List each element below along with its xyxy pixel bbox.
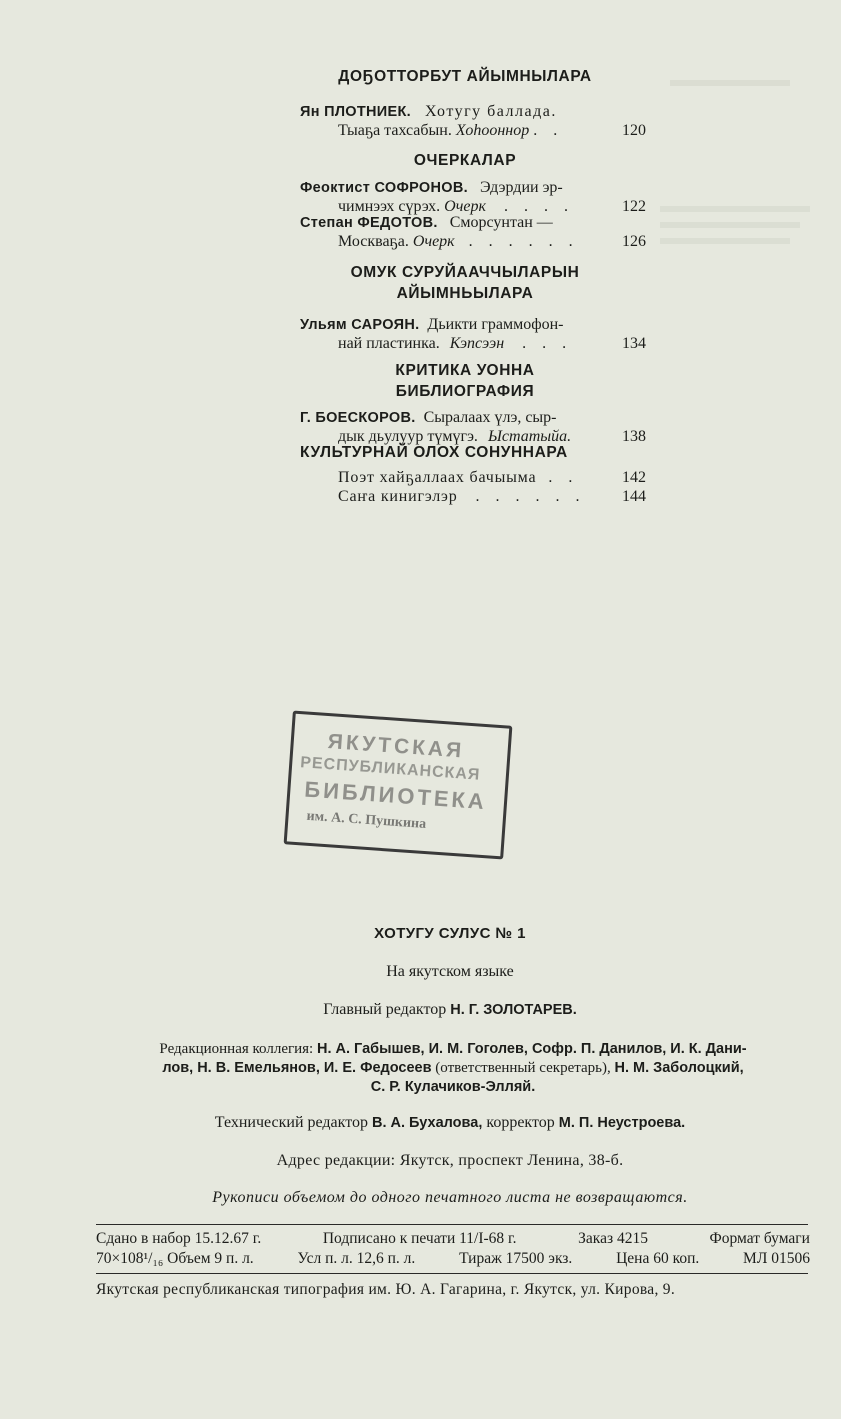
print-run: Тираж 17500 экз. <box>459 1250 573 1267</box>
toc-entry <box>300 315 646 353</box>
toc-genre: Ыстатыйа. <box>487 428 572 445</box>
section-heading-line: ОМУК СУРУЙААЧЧЫЛАРЫН <box>350 264 580 281</box>
section-heading-line: КУЛЬТУРНАЙ ОЛОХ СОНУННАРА <box>300 444 568 461</box>
board-members: лов, Н. В. Емельянов, И. Е. Федосеев <box>162 1060 432 1076</box>
toc-title: Сыралаах үлэ, сыр- <box>423 409 557 426</box>
section-heading <box>290 150 640 171</box>
toc-genre: Очерк <box>444 198 486 215</box>
license-number: МЛ 01506 <box>743 1250 810 1267</box>
toc-genre: Очерк <box>412 233 455 250</box>
section-heading-line: ОЧЕРКАЛАР <box>413 152 517 169</box>
toc-genre: Хоһооннор <box>455 122 530 139</box>
section-heading <box>290 262 640 304</box>
board-members: Н. А. Габышев, И. М. Гоголев, Софр. П. Данилов, И. К. Дани- <box>316 1041 747 1057</box>
toc-entry <box>300 468 646 506</box>
toc-page-number: 142 <box>622 469 646 486</box>
toc-author: Степан ФЕДОТОВ. <box>300 215 438 231</box>
language-note: На якутском языке <box>386 963 514 980</box>
toc-dots: . . . <box>522 335 573 352</box>
corrector-name: М. П. Неустроева. <box>558 1115 686 1131</box>
toc-dots: . . . . . . <box>475 488 586 505</box>
imprint-title <box>90 924 810 943</box>
toc-title: Сморсунтан — <box>449 214 553 231</box>
editorial-board <box>96 1040 810 1097</box>
toc-dots: . . <box>533 122 564 139</box>
divider <box>96 1273 808 1274</box>
stamp-line: ЯКУТСКАЯ <box>327 730 465 763</box>
technical-editor-line <box>90 1113 810 1133</box>
stamp-line: РЕСПУБЛИКАНСКАЯ <box>299 754 481 784</box>
show-through-shadow <box>640 60 830 540</box>
board-role: (ответственный секретарь), <box>435 1060 611 1076</box>
chief-editor-line <box>90 1000 810 1020</box>
tech-editor-label: Технический редактор <box>214 1114 368 1131</box>
section-heading <box>290 360 640 402</box>
section-heading-line: БИБЛИОГРАФИЯ <box>395 383 535 400</box>
toc-title: Саҥа кинигэлэр <box>338 488 458 505</box>
stamp-line: им. А. С. Пушкина <box>306 808 427 833</box>
board-label: Редакционная коллегия: <box>159 1041 314 1057</box>
conventional-sheets: Усл п. л. 12,6 п. л. <box>297 1250 416 1267</box>
toc-title: Москваҕа. <box>338 233 409 250</box>
toc-page-number: 144 <box>622 488 646 505</box>
section-heading-line: АЙЫМНЬЫЛАРА <box>396 285 534 302</box>
editorial-address <box>90 1151 810 1170</box>
print-approval-date: Подписано к печати 11/I-68 г. <box>322 1230 517 1247</box>
printer-text: Якутская республиканская типография им. Ю. А. Гагарина, г. Якутск, ул. Кирова, 9. <box>96 1281 676 1298</box>
toc-entry <box>300 408 646 446</box>
toc-page-number: 120 <box>622 122 646 139</box>
corrector-label: корректор <box>486 1114 555 1131</box>
publication-details <box>96 1229 810 1269</box>
toc-page-number: 122 <box>622 198 646 215</box>
toc-dots: . . . . <box>503 198 574 215</box>
toc-entry <box>300 102 646 140</box>
toc-title: Тыаҕа тахсабын. <box>338 122 452 139</box>
publication-row <box>96 1249 810 1269</box>
typeset-date: Сдано в набор 15.12.67 г. <box>96 1230 262 1247</box>
board-members: Н. М. Заболоцкий, <box>614 1060 744 1076</box>
journal-title: ХОТУГУ СУЛУС № 1 <box>374 925 526 942</box>
toc-title: чимнээх сүрэх. <box>338 198 441 215</box>
toc-page-number: 134 <box>622 335 646 352</box>
toc-title: Дьикти граммофон- <box>427 316 564 333</box>
publication-row <box>96 1229 810 1249</box>
board-members: С. Р. Кулачиков-Элляй. <box>370 1079 536 1095</box>
section-heading <box>290 66 640 87</box>
printer-info <box>96 1281 810 1299</box>
toc-page-number: 126 <box>622 233 646 250</box>
chief-editor-name: Н. Г. ЗОЛОТАРЕВ. <box>450 1002 577 1018</box>
manuscripts-note <box>90 1188 810 1207</box>
order-number: Заказ 4215 <box>578 1230 648 1247</box>
toc-entry <box>300 178 646 216</box>
toc-title: най пластинка. <box>338 335 440 352</box>
toc-title: дык дьулуур түмүгэ. <box>338 428 478 445</box>
toc-title: Хотугу баллада. <box>424 103 557 120</box>
stamp-line: БИБЛИОТЕКА <box>303 776 488 815</box>
price: Цена 60 коп. <box>616 1250 700 1267</box>
library-stamp <box>284 710 513 859</box>
toc-author: Ян ПЛОТНИЕК. <box>300 104 411 120</box>
toc-title: Эдэрдии эр- <box>479 179 563 196</box>
toc-genre: Кэпсээн <box>449 335 505 352</box>
manuscripts-note-text: Рукописи объемом до одного печатного листа не возвращаются. <box>212 1189 688 1206</box>
section-heading <box>300 442 646 463</box>
toc-author: Феоктист СОФРОНОВ. <box>300 180 468 196</box>
toc-dots: . . <box>548 469 579 486</box>
paper-format-volume: 70×108¹/₁₆ Объем 9 п. л. <box>96 1250 254 1267</box>
section-heading-line: ДОҔОТТОРБУТ АЙЫМНЫЛАРА <box>338 68 592 85</box>
section-heading-line: КРИТИКА УОННА <box>395 362 535 379</box>
toc-entry <box>300 213 646 251</box>
tech-editor-name: В. А. Бухалова, <box>372 1115 483 1131</box>
toc-page-number: 138 <box>622 428 646 445</box>
toc-author: Ульям САРОЯН. <box>300 317 420 333</box>
chief-editor-label: Главный редактор <box>323 1001 447 1018</box>
imprint-language <box>90 962 810 981</box>
toc-title: Поэт хайҕаллаах бачыыма <box>338 469 537 486</box>
paper-format-label: Формат бумаги <box>709 1230 810 1247</box>
divider <box>96 1224 808 1225</box>
toc-author: Г. БОЕСКОРОВ. <box>300 410 416 426</box>
address-text: Адрес редакции: Якутск, проспект Ленина, 38-б. <box>276 1152 624 1169</box>
toc-dots: . . . . . . <box>468 233 579 250</box>
